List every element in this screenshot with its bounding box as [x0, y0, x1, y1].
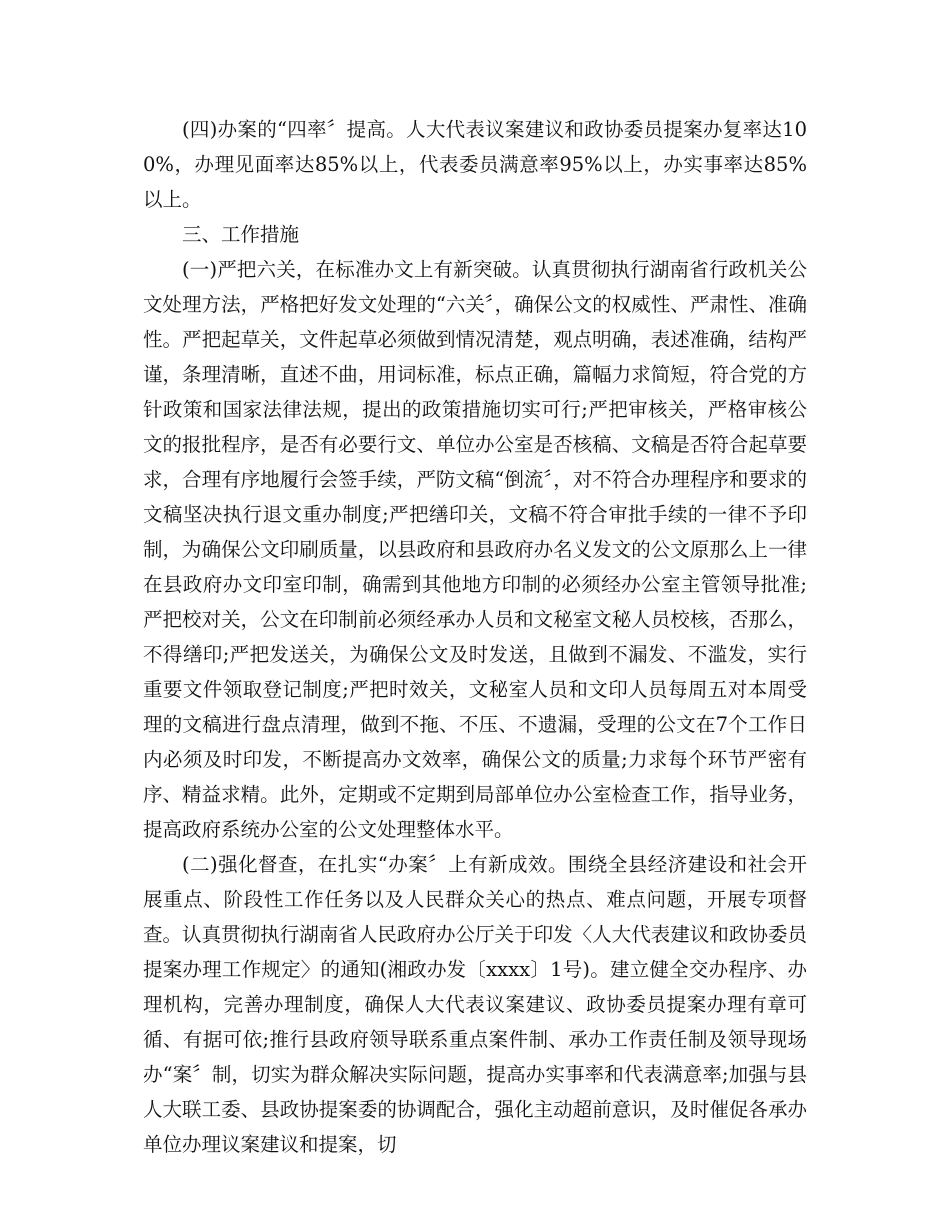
section-heading-measures: 三、工作措施: [182, 223, 300, 246]
paragraph-four-rates: (四)办案的“四率〞提高。人大代表议案建议和政协委员提案办复率达100%，办理见面率达85%以上，代表委员满意率95%以上，办实事率达85%以上。: [143, 118, 807, 211]
paragraph-supervision: (二)强化督查，在扎实“办案〞上有新成效。围绕全县经济建设和社会开展重点、阶段性工作任务以及人民群众关心的热点、难点问题，开展专项督查。认真贯彻执行湖南省人民政府办公厅关于印发〈人大代表建议和政协委员提案办理工作规定〉的通知(湘政办发〔xxxx〕1号)。建立健全交办程序、办理机构，完善办理制度，确保人大代表议案建议、政协委员提案办理有章可循、有据可依;推行县政府领导联系重点案件制、承办工作责任制及领导现场办“案〞制，切实为群众解决实际问题，提高办实事率和代表满意率;加强与县人大联工委、县政协提案委的协调配合，强化主动超前意识，及时催促各承办单位办理议案建议和提案，切: [143, 853, 807, 1156]
document-page: [143, 112, 807, 1162]
paragraph-six-checkpoints: (一)严把六关，在标准办文上有新突破。认真贯彻执行湖南省行政机关公文处理方法，严格把好发文处理的“六关〞，确保公文的权威性、严肃性、准确性。严把起草关，文件起草必须做到情况清楚，观点明确，表述准确，结构严谨，条理清晰，直述不曲，用词标准，标点正确，篇幅力求简短，符合党的方针政策和国家法律法规，提出的政策措施切实可行;严把审核关，严格审核公文的报批程序，是否有必要行文、单位办公室是否核稿、文稿是否符合起草要求，合理有序地履行会签手续，严防文稿“倒流〞，对不符合办理程序和要求的文稿坚决执行退文重办制度;严把缮印关，文稿不符合审批手续的一律不予印制，为确保公文印刷质量，以县政府和县政府办名义发文的公文原那么上一律在县政府办文印室印制，确需到其他地方印制的必须经办公室主管领导批准;严把校对关，公文在印制前必须经承办人员和文秘室文秘人员校核，否那么，不得缮印;严把发送关，为确保公文及时发送，且做到不漏发、不滥发，实行重要文件领取登记制度;严把时效关，文秘室人员和文印人员每周五对本周受理的文稿进行盘点清理，做到不拖、不压、不遗漏，受理的公文在7个工作日内必须及时印发，不断提高办文效率，确保公文的质量;力求每个环节严密有序、精益求精。此外，定期或不定期到局部单位办公室检查工作，指导业务，提高政府系统办公室的公文处理整体水平。: [143, 258, 807, 841]
